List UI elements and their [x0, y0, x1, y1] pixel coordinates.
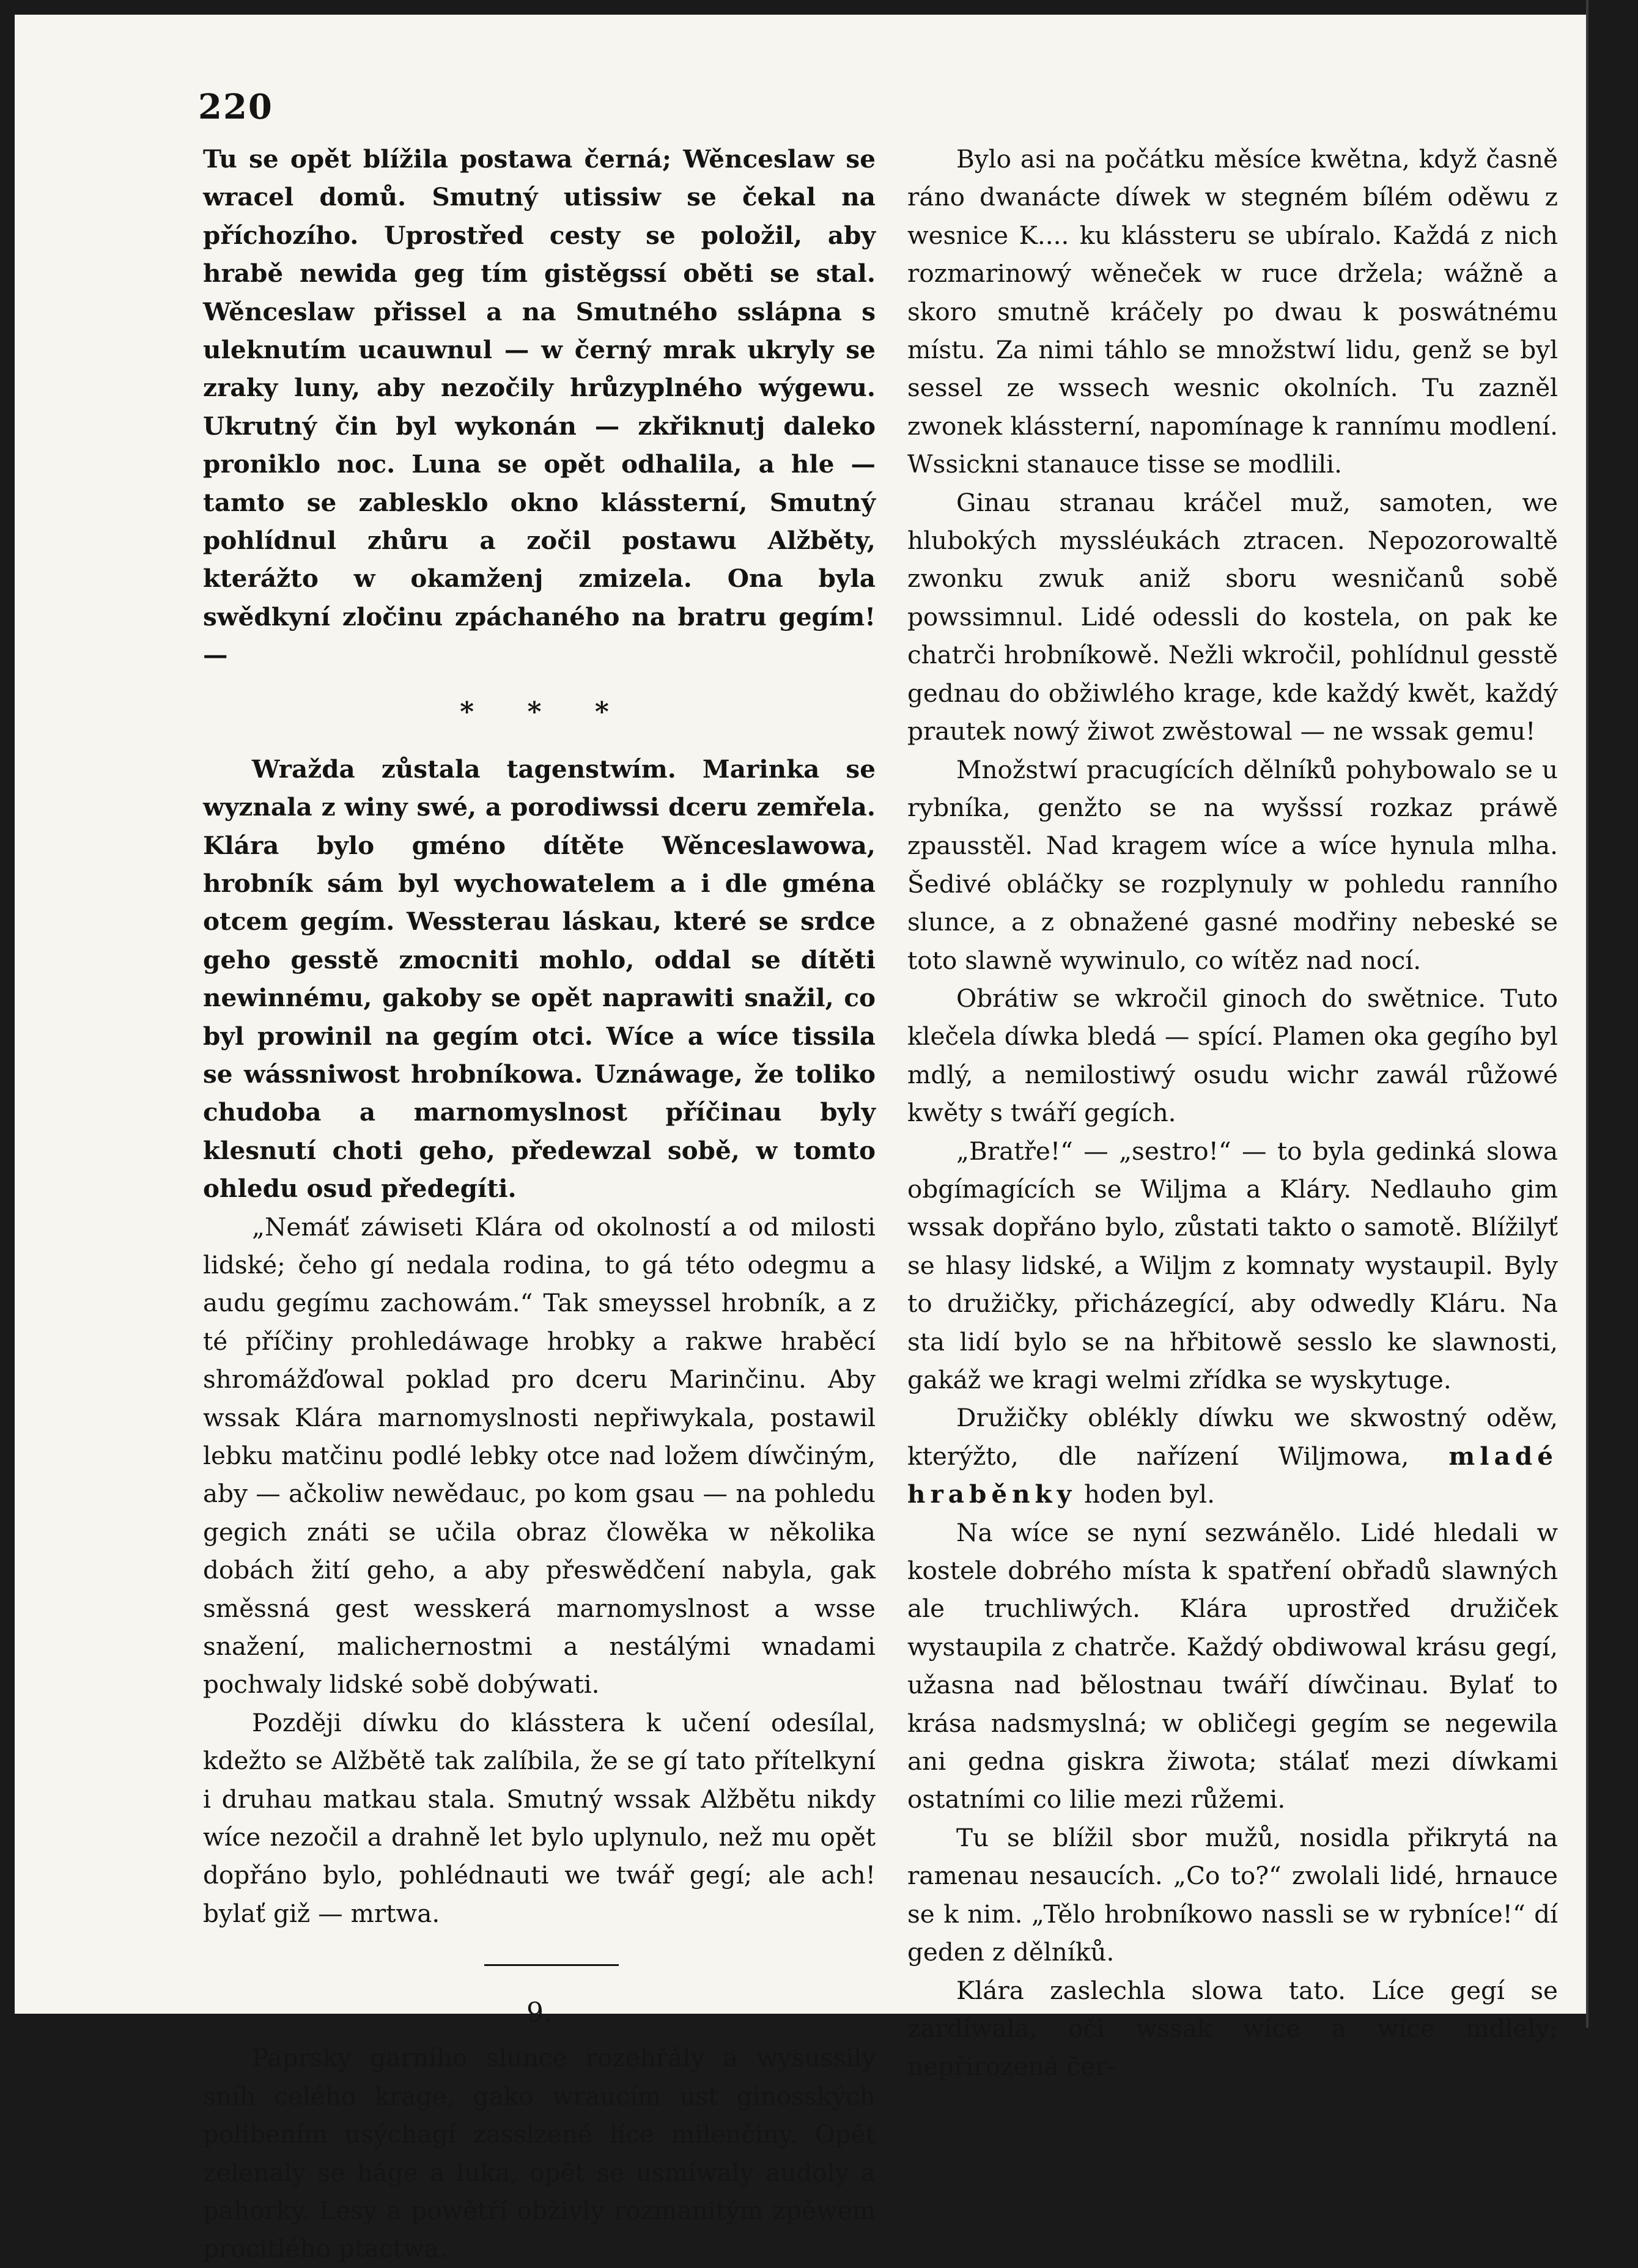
page-edge [1586, 0, 1588, 2028]
paragraph [907, 1399, 1558, 1513]
chapter-rule [203, 1932, 876, 1987]
book-page [15, 15, 1586, 2264]
section-divider-asterisks: * * * [460, 696, 631, 727]
horizontal-rule [484, 1964, 619, 1966]
paragraph: Wražda zůstala tagenstwím. Marinka se wyznala z winy swé, a porodiwssi dceru zemřela. Klára bylo gméno dítěte Wěnceslawowa, hrobník sám byl wychowatelem a i dle gména otcem gegím. Wessterau láskau, které se srdce geho gesstě zmocniti mohlo, oddal se dítěti newinnému, gakoby se opět naprawiti snažil, co byl prowinil na gegím otci. Wíce a wíce tissila se wássniwost hrobníkowa. Uznáwage, že toliko chudoba a marnomyslnost příčinau byly klesnutí choti geho, předewzal sobě, w tomto ohledu osud předegíti. [203, 754, 876, 1204]
emphasized-text: mladé hraběnky [907, 1441, 1558, 1509]
paragraph: „Bratře!“ — „sestro!“ — to byla gedinká slowa obgímagících se Wiljma a Kláry. Nedlauho gim wssak dopřáno bylo, zůstati takto o samotě. Blížilyť se hlasy lidské, a Wiljm z komnaty wystaupil. Byly to družičky, přicházegící, aby odwedly Kláru. Na sta lidí bylo se na hřbitowě sesslo ke slawnosti, gakáž we kragi welmi zřídka se wyskytuge. [907, 1136, 1558, 1394]
paragraph: Na wíce se nyní sezwánělo. Lidé hledali w kostele dobrého místa k spatření obřadů slawných ale truchliwých. Klára uprostřed družiček wystaupila z chatrče. Každý obdiwowal krásu gegí, užasna nad bělostnau twáří díwčinau. Bylať to krása nadsmyslná; w obličegi gegím se negewila ani gedna giskra žiwota; stálať mezi díwkami ostatními co lilie mezi růžemi. [907, 1517, 1558, 1814]
paragraph-text: Družičky oblékly díwku we skwostný oděw, kterýžto, dle nařízení Wiljmowa, [907, 1403, 1558, 1471]
paragraph: Tu se blížil sbor mužů, nosidla přikrytá na ramenau nesaucích. „Co to?“ zwolali lidé, hrnauce se k nim. „Tělo hrobníkowo nassli se w rybníce!“ dí geden z dělníků. [907, 1822, 1558, 1967]
paragraph: Paprsky garního slunce rozehřály a wysussily sníh celého krage, gako wraucím ust ginosských polibením usýchagí zasslzené líce milenčiny. Opět zelenaly se háge a luka, opět se usmíwaly audoly a pahorky. Lesy a powětří obživly rozmanitým zpěwem procitlého ptactwa. [203, 2043, 876, 2264]
paragraph: Obrátiw se wkročil ginoch do swětnice. Tuto klečela díwka bledá — spící. Plamen oka gegího byl mdlý, a nemilostiwý osudu wichr zawál růžowé kwěty s twáří gegích. [907, 983, 1558, 1128]
left-column [203, 140, 876, 2268]
chapter-number: 9. [526, 1997, 552, 2029]
page-number: 220 [198, 87, 273, 127]
paragraph: Později díwku do klásstera k učení odesílal, kdežto se Alžbětě tak zalíbila, že se gí tato přítelkyní i druhau matkau stala. Smutný wssak Alžbětu nikdy wíce nezočil a drahně let bylo uplynulo, než mu opět dopřáno bylo, pohlédnauti we twář gegí; ale ach! bylať giž — mrtwa. [203, 1707, 876, 1928]
paragraph: Tu se opět blížila postawa černá; Wěnceslaw se wracel domů. Smutný utissiw se čekal na příchozího. Uprostřed cesty se položil, aby hrabě newida geg tím gistěgssí oběti se stal. Wěnceslaw přissel a na Smutného sslápna s uleknutím ucauwnul — w černý mrak ukryly se zraky luny, aby nezočily hrůzyplného wýgewu. Ukrutný čin byl wykonán — zkřiknutj daleko proniklo noc. Luna se opět odhalila, a hle — tamto se zablesklo okno klássterní, Smutný pohlídnul zhůru a zočil postawu Alžběty, kterážto w okamženj zmizela. Ona byla swědkyní zločinu zpáchaného na bratru gegím! — [203, 144, 876, 670]
paragraph: „Nemáť záwiseti Klára od okolností a od milosti lidské; čeho gí nedala rodina, to gá této odegmu a audu gegímu zachowám.“ Tak smeyssel hrobník, a z té příčiny prohledáwage hrobky a rakwe hraběcí shromážďowal poklad pro dceru Marinčinu. Aby wssak Klára marnomyslnosti nepřiwykala, postawil lebku matčinu podlé lebky otce nad ložem díwčiným, aby — ačkoliw newědauc, po kom gsau — na pohledu gegich znáti se učila obraz člowěka w několika dobách žití geho, a aby přeswědčení nabyla, gak směssná gest wesskerá marnomyslnost a wsse snažení, malichernostmi a nestálými wnadami pochwaly lidské sobě dobýwati. [203, 1212, 876, 1699]
right-column [907, 140, 1558, 2086]
paragraph: Klára zaslechla slowa tato. Líce gegí se zardíwala, oči wssak wíce a wíce mdlely; nepřirozená čer- [907, 1975, 1558, 2082]
paragraph: Bylo asi na počátku měsíce kwětna, když časně ráno dwanácte díwek w stegném bílém oděwu z wesnice K.... ku klássteru se ubíralo. Každá z nich rozmarinowý wěneček w ruce držela; wážně a skoro smutně kráčely po dwau k poswátnému místu. Za nimi táhlo se množstwí lidu, genž se byl sessel ze wssech wesnic okolních. Tu zazněl zwonek klássterní, napomínage k rannímu modlení. Wssickni stanauce tisse se modlili. [907, 144, 1558, 479]
paragraph-text: hoden byl. [1084, 1479, 1215, 1509]
paragraph: Množstwí pracugících dělníků pohybowalo se u rybníka, genžto se na wyšssí rozkaz práwě zpausstěl. Nad kragem wíce a wíce hynula mlha. Šedivé obláčky se rozplynuly w pohledu ranního slunce, a z obnažené gasné modřiny nebeské se toto slawně wywinulo, co wítěz nad nocí. [907, 754, 1558, 975]
paragraph: Ginau stranau kráčel muž, samoten, we hlubokých myssléukách ztracen. Nepozorowaltě zwonku zwuk aniž sboru wesničanů sobě powssimnul. Lidé odessli do kostela, on pak ke chatrči hrobníkowě. Nežli wkročil, pohlídnul gesstě gednau do obžiwlého krage, kde každý kwět, každý prautek nowý žiwot zwěstowal — ne wssak gemu! [907, 487, 1558, 746]
